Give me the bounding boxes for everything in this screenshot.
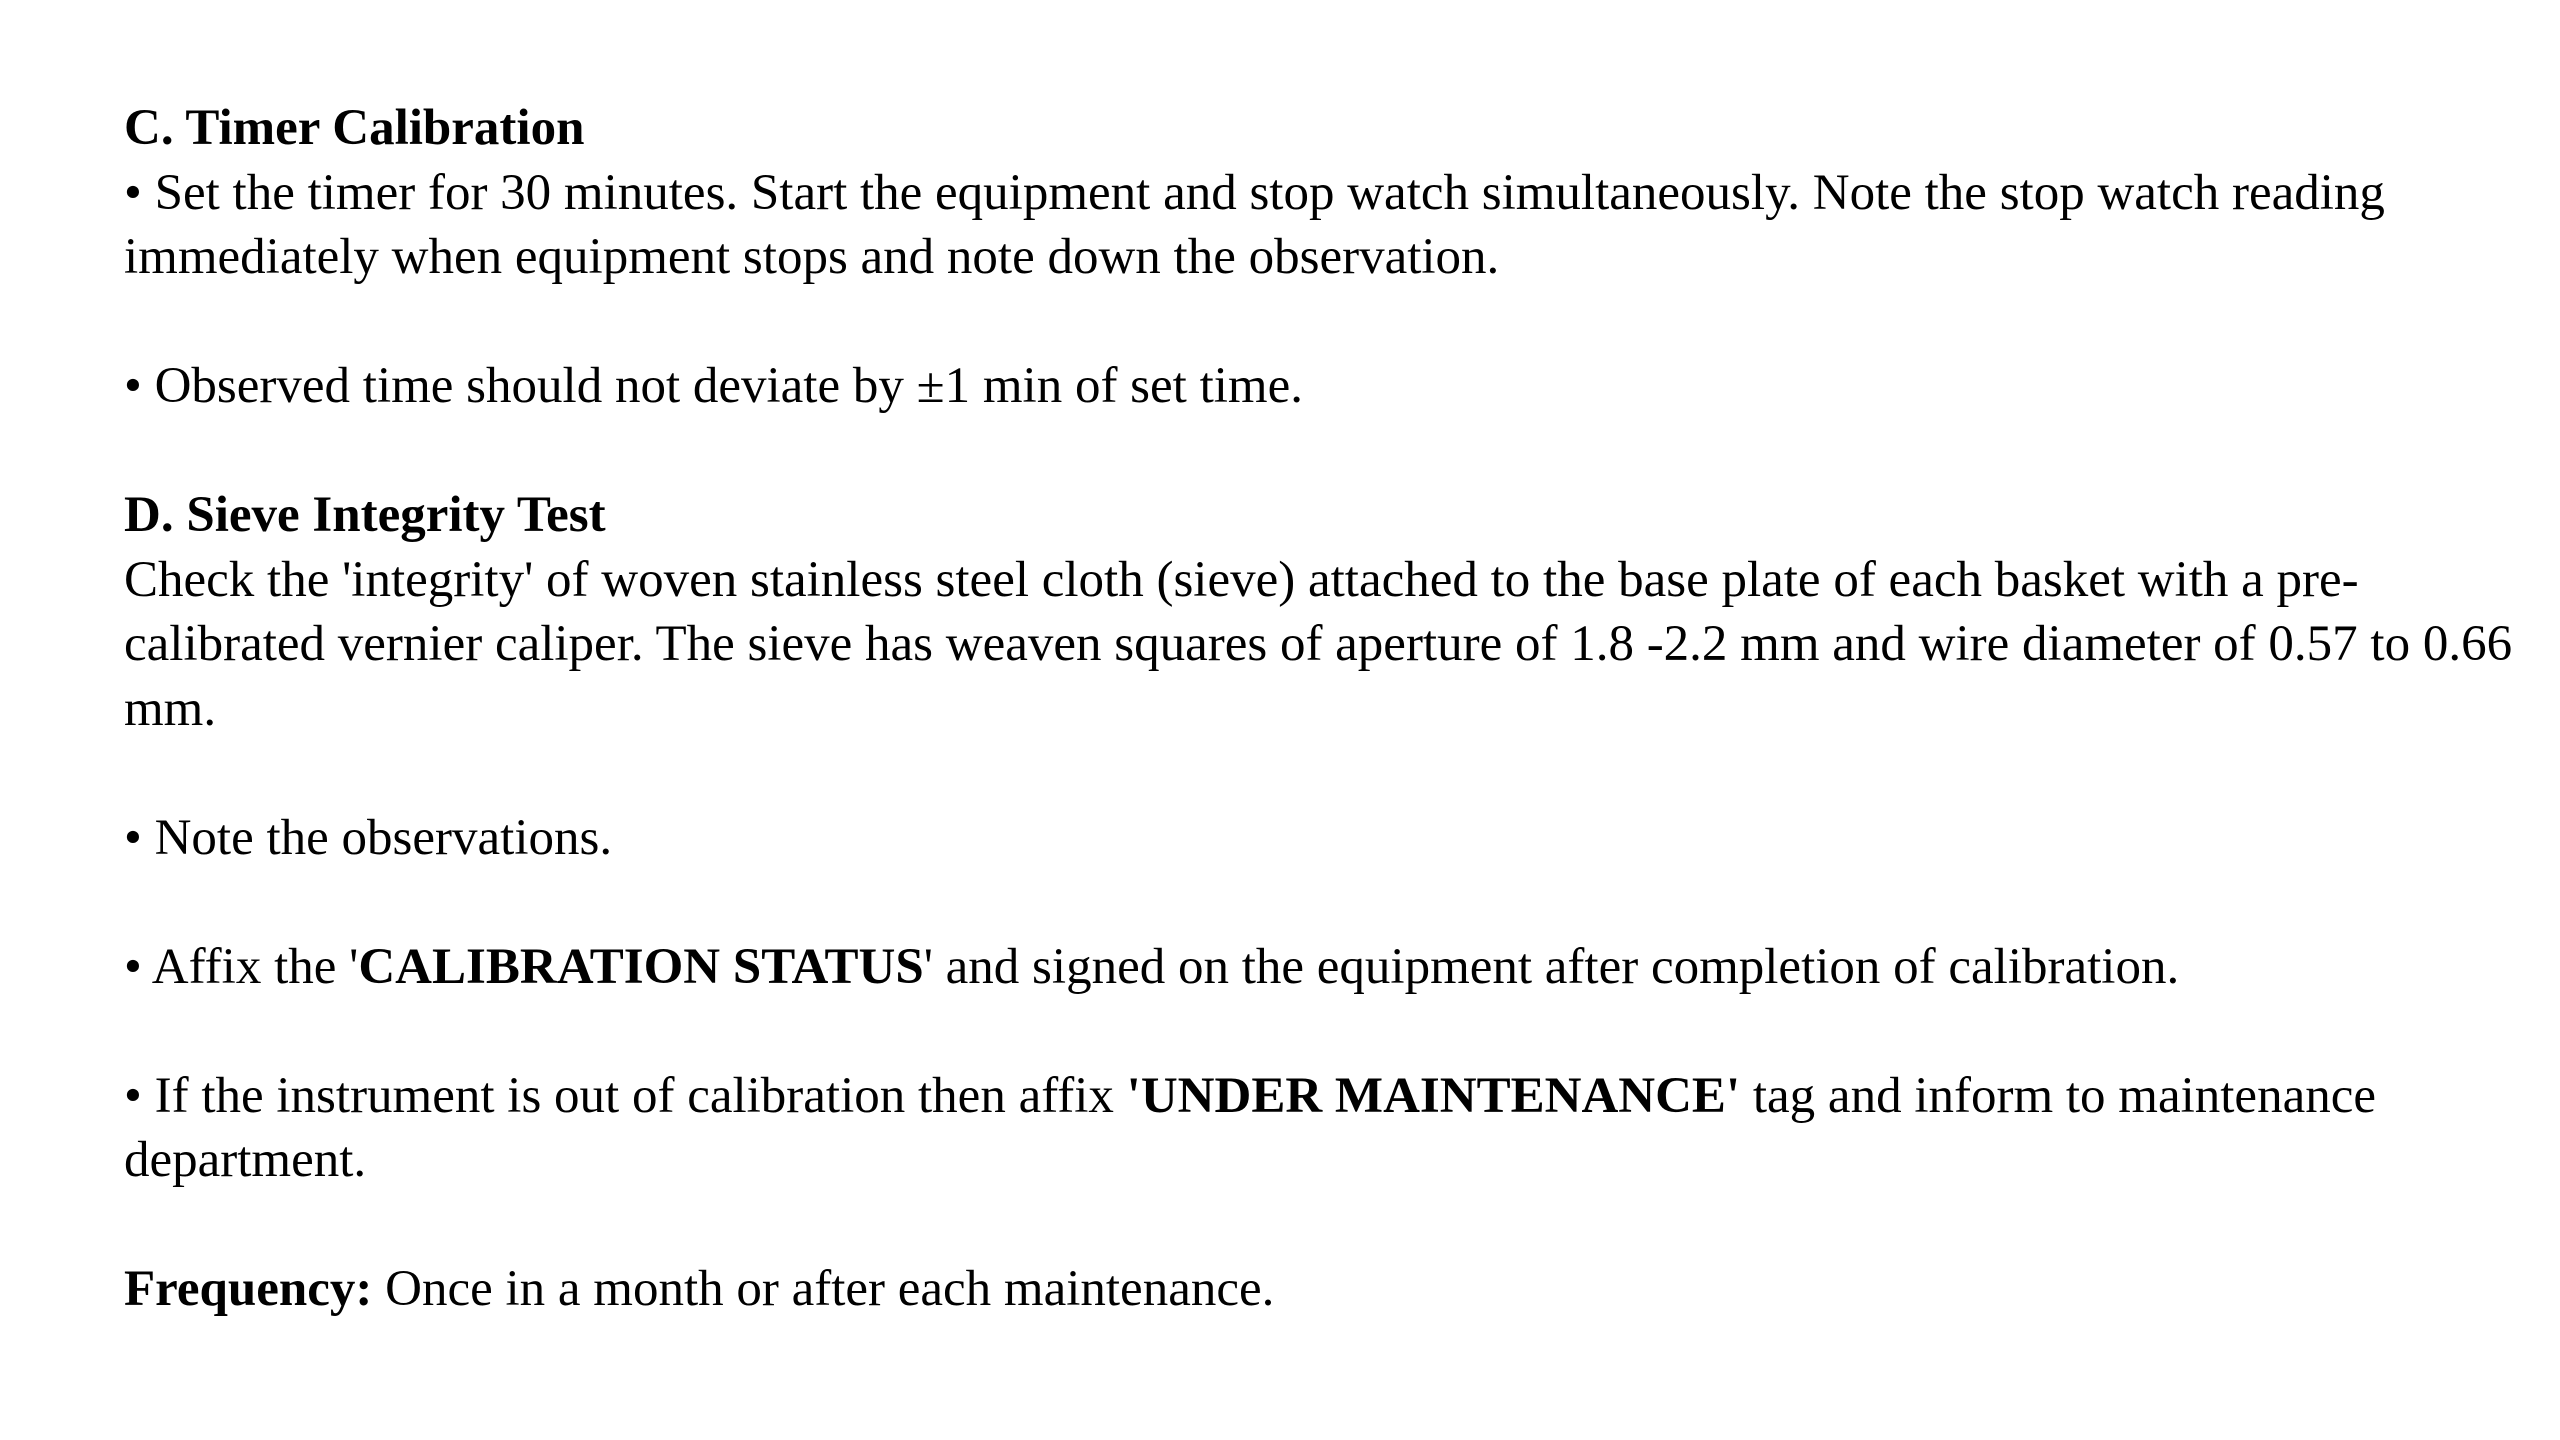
under-maintenance-label: 'UNDER MAINTENANCE'	[1126, 1067, 1741, 1124]
section-d-heading: D. Sieve Integrity Test	[124, 487, 606, 543]
note-observations-bullet: • Note the observations.	[124, 809, 613, 866]
maintenance-bullet	[124, 1064, 2544, 1193]
affix-suffix: ' and signed on the equipment after completion of calibration.	[923, 938, 2180, 995]
spacer	[124, 419, 2544, 484]
spacer	[124, 741, 2544, 806]
timer-instruction-bullet: • Set the timer for 30 minutes. Start the equipment and stop watch simultaneously. Note the stop watch reading immediately when equipment stops and note down the observation.	[124, 164, 2385, 285]
affix-status-bullet	[124, 935, 2544, 1000]
frequency-line	[124, 1257, 2544, 1322]
timer-tolerance-bullet: • Observed time should not deviate by ±1 min of set time.	[124, 358, 1303, 414]
spacer	[124, 999, 2544, 1064]
maintenance-prefix: • If the instrument is out of calibration then affix	[124, 1067, 1127, 1124]
spacer	[124, 290, 2544, 355]
sieve-integrity-paragraph: Check the 'integrity' of woven stainless steel cloth (sieve) attached to the base plate of each basket with a pre-calibrated vernier caliper. The sieve has weaven squares of aperture of 1.8 -2.2 mm and wire diameter of 0.57 to 0.66 mm.	[124, 551, 2513, 737]
frequency-text: Once in a month or after each maintenance.	[372, 1261, 1275, 1317]
maintenance-suffix: tag and inform to maintenance department.	[124, 1067, 2376, 1188]
frequency-label: Frequency:	[124, 1261, 373, 1317]
affix-prefix: • Affix the '	[124, 938, 359, 995]
document-page	[124, 96, 2544, 1322]
spacer	[124, 1193, 2544, 1258]
spacer	[124, 870, 2544, 935]
calibration-status-label: CALIBRATION STATUS	[358, 938, 924, 995]
section-c-heading: C. Timer Calibration	[124, 100, 585, 156]
